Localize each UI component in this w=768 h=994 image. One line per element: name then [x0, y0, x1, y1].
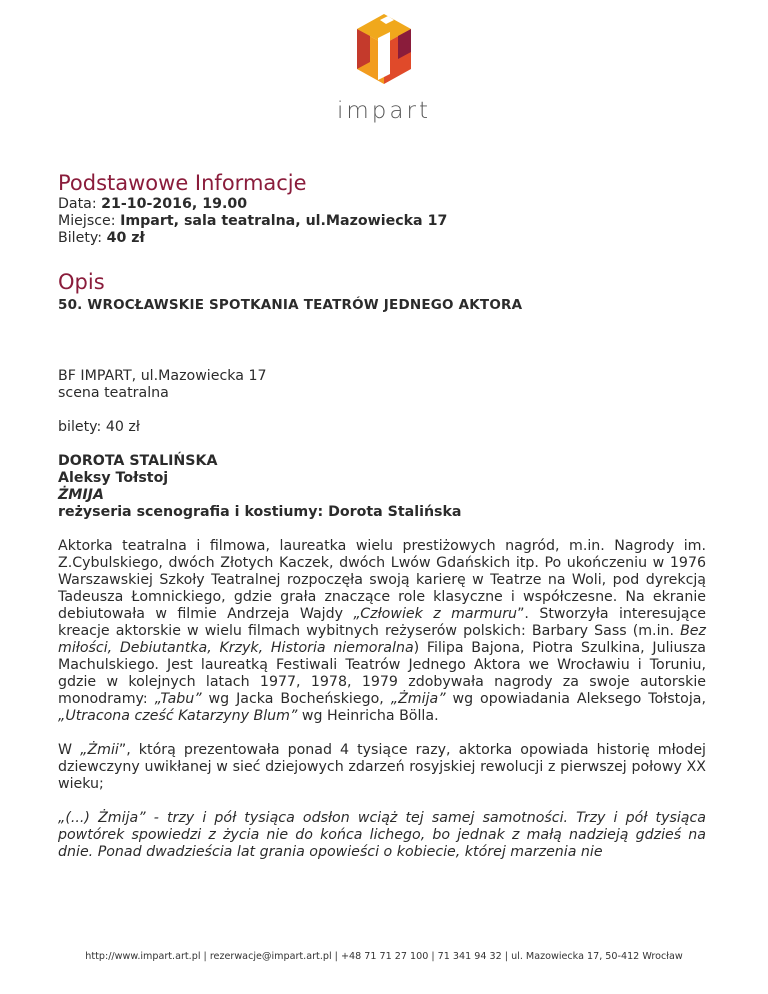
tickets-text: bilety: 40 zł	[58, 419, 140, 435]
bio-text: ) Filipa Bajona, Piotra Szulkina, Juliusza Machulskiego. Jest laureatką Festiwali Teatrów Jednego Aktora we Wrocławiu i Toruniu, gdzie w kolejnych latach 1977, 1978, 1979 zdobywała nagrody za swoje autorskie monodramy:	[58, 640, 706, 707]
bio-text: Aktorka teatralna i filmowa, laureatka wielu prestiżowych nagród, m.in. Nagrody im. Z.Cybulskiego, dwóch Złotych Kaczek, dwóch Lwów Gdańskich itp. Po ukończeniu w 1976 Warszawskiej Szkoły Teatralnej rozpoczęła swoją karierę w Teatrze na Woli, pod dyrekcją Tadeusza Łomnickiego, gdzie grała znaczące role klasyczne i współczesne. Na ekranie debiutowała w filmie Andrzeja Wajdy	[58, 538, 706, 622]
zmija-text: ”, którą prezentowała ponad 4 tysiące razy, aktorka opowiada historię młodej dziewczyny uwikłanej w sieć dziejowych zdarzeń rosyjskiej rewolucji z pierwszej połowy XX wieku;	[58, 742, 706, 792]
bio-text: wg opowiadania Aleksego Tołstoja,	[445, 691, 706, 707]
film-title: „Człowiek z marmuru	[353, 606, 518, 622]
tickets-line	[58, 230, 706, 247]
zmija-paragraph	[58, 742, 706, 793]
venue-line: BF IMPART, ul.Mazowiecka 17	[58, 368, 267, 384]
direction-credit: reżyseria scenografia i kostiumy: Dorota Stalińska	[58, 504, 462, 520]
monodrama-title: „Tabu”	[154, 691, 202, 707]
venue-stage: scena teatralna	[58, 385, 169, 401]
basic-info-section	[58, 170, 706, 247]
tickets-label: Bilety:	[58, 230, 103, 246]
place-label: Miejsce:	[58, 213, 116, 229]
play-title: ŻMIJA	[58, 487, 104, 503]
date-value: 21-10-2016, 19.00	[101, 196, 248, 212]
impart-hexagon-icon	[354, 12, 414, 86]
place-line	[58, 213, 706, 230]
film-titles: Bez miłości, Debiutantka, Krzyk, Historia niemoralna	[58, 623, 706, 656]
footer-contact: http://www.impart.art.pl | rezerwacje@impart.art.pl | +48 71 71 27 100 | 71 341 94 32 | ul. Mazowiecka 17, 50-412 Wrocław	[85, 951, 683, 962]
performer-name: DOROTA STALIŃSKA	[58, 453, 218, 469]
document-body	[58, 170, 706, 875]
bio-paragraph	[58, 538, 706, 725]
description-heading: Opis	[58, 270, 105, 294]
bio-text: wg Jacka Bocheńskiego,	[201, 691, 391, 707]
date-line	[58, 196, 706, 213]
author-name: Aleksy Tołstoj	[58, 470, 169, 486]
credits-block	[58, 453, 706, 521]
zmija-text: W	[58, 742, 81, 758]
bio-text: ”. Stworzyła interesujące kreacje aktorskie w wielu filmach wybitnych reżyserów polskich: Barbary Sass (m.in.	[58, 606, 706, 639]
tickets-value: 40 zł	[106, 230, 145, 246]
bio-text: wg Heinricha Bölla.	[297, 708, 439, 724]
place-value: Impart, sala teatralna, ul.Mazowiecka 17	[120, 213, 448, 229]
date-label: Data:	[58, 196, 97, 212]
quote-paragraph: „(...) Żmija” - trzy i pół tysiąca odsłon wciąż tej samej samotności. Trzy i pół tysiąca powtórek spowiedzi z życia nie do końca lichego, bo jednak z małą nadzieją gdzieś na dnie. Ponad dwadzieścia lat grania opowieści o kobiecie, której marzenia nie	[58, 810, 706, 860]
description-section	[58, 269, 706, 861]
venue-block	[58, 368, 706, 402]
event-title: 50. WROCŁAWSKIE SPOTKANIA TEATRÓW JEDNEGO AKTORA	[58, 297, 523, 313]
basic-info-heading: Podstawowe Informacje	[58, 171, 307, 195]
zmija-title: „Żmii	[80, 742, 119, 758]
impart-logo	[0, 12, 768, 124]
monodrama-title: „Utracona cześć Katarzyny Blum”	[58, 708, 298, 724]
logo-wordmark: impart	[337, 98, 431, 124]
monodrama-title: „Żmija”	[390, 691, 446, 707]
